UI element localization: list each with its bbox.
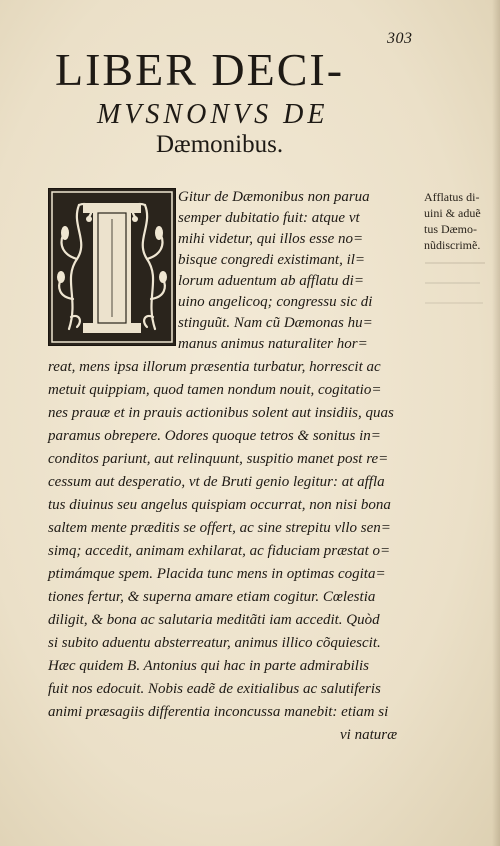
show-through-mark — [425, 262, 485, 264]
body-line: semper dubitatio fuit: atque vt — [178, 210, 360, 226]
margin-note-line: Afflatus di- — [424, 190, 480, 204]
body-line: simq; accedit, animam exhilarat, ac fiduciam præstat o= — [48, 543, 391, 559]
body-line: reat, mens ipsa illorum præsentia turbatur, horrescit ac — [48, 359, 381, 375]
show-through-mark — [425, 282, 480, 284]
body-line: mihi videtur, qui illos esse no= — [178, 231, 364, 247]
page-edge-shadow — [492, 0, 500, 846]
body-line: manus animus naturaliter hor= — [178, 336, 368, 352]
chapter-heading-line-2: MVSNONVS DE — [97, 99, 329, 130]
margin-note-line: tus Dæmo- — [424, 222, 478, 236]
decorated-initial-letter — [48, 188, 176, 346]
body-line: conditos pariunt, aut relinquunt, suspitio manet post re= — [48, 451, 389, 467]
foliage-ornament-icon — [49, 189, 175, 345]
body-line: paramus obrepere. Odores quoque tetros & sonitus in= — [48, 428, 381, 444]
body-line: metuit quippiam, quod tamen nondum nouit, cogitatio= — [48, 382, 382, 398]
body-line: fuit nos edocuit. Nobis eadẽ de exitialibus ac salutiferis — [48, 681, 381, 697]
chapter-heading-line-1: LIBER DECI- — [55, 44, 345, 95]
body-line: Hæc quidem B. Antonius qui hac in parte admirabilis — [48, 658, 369, 674]
margin-note-line: uini & aduẽ — [424, 206, 481, 220]
body-line: stinguũt. Nam cũ Dæmonas hu= — [178, 315, 373, 331]
margin-note-line: nũdiscrimẽ. — [424, 238, 481, 252]
body-line: uino angelicoq; congressu sic di — [178, 294, 373, 310]
body-line: animi præsagiis differentia inconcussa manebit: etiam si — [48, 704, 389, 720]
chapter-heading-line-3: Dæmonibus. — [156, 131, 284, 158]
body-line: bisque congredi existimant, il= — [178, 252, 366, 268]
body-line: si subito aduentu absterreatur, animus illico cõquiescit. — [48, 635, 381, 651]
body-line: lorum aduentum ab afflatu di= — [178, 273, 364, 289]
body-line: ptimámque spem. Placida tunc mens in optimas cogita= — [48, 566, 386, 582]
body-line: saltem mente præditis se offert, ac sine strepitu vllo sen= — [48, 520, 391, 536]
body-line: cessum aut desperatio, vt de Bruti genio legitur: at affla — [48, 474, 385, 490]
body-line: nes prauæ et in prauis actionibus solent aut insidiis, quas — [48, 405, 394, 421]
show-through-mark — [425, 302, 483, 304]
body-line: tiones fertur, & superna amare etiam cogitur. Cœlestia — [48, 589, 376, 605]
body-line: tus diuinus seu angelus quispiam occurrat, non nisi bona — [48, 497, 391, 513]
body-line: vi naturæ — [340, 727, 398, 743]
page-number: 303 — [387, 30, 413, 47]
body-line: Gitur de Dæmonibus non parua — [178, 189, 370, 205]
body-line: diligit, & bona ac salutaria meditãti iam accedit. Quòd — [48, 612, 380, 628]
